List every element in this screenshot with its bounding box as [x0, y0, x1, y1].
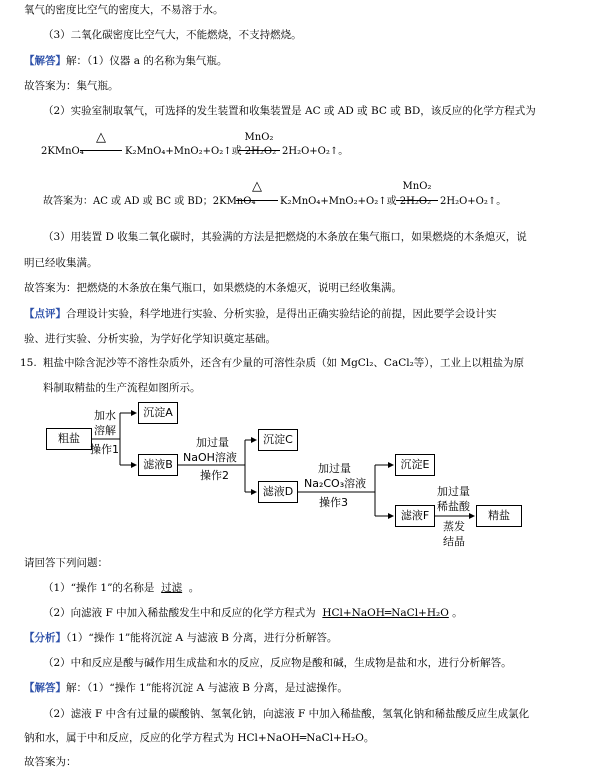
step1-label: 溶解 [94, 424, 116, 437]
precipitate-a-box: 沉淀A [138, 402, 178, 424]
step3-op-label: 操作3 [319, 496, 348, 509]
step3-label: 加过量 [318, 462, 351, 475]
question-2: （2）向滤液 F 中加入稀盐酸发生中和反应的化学方程式为 HCl+NaOH═NaCl+H₂O 。 [43, 607, 463, 619]
analysis-text: （1）“操作 1”能将沉淀 A 与滤液 B 分离，进行分析解答。 [66, 632, 338, 644]
text-line: （2）中和反应是酸与碱作用生成盐和水的反应，反应物是酸和碱，生成物是盐和水，进行分析解答。 [43, 657, 512, 669]
question-text: 料制取精盐的生产流程如图所示。 [43, 382, 201, 394]
step3-label: Na₂CO₃溶液 [304, 477, 367, 490]
reaction-line [396, 200, 438, 201]
text-line: 钠和水，属于中和反应，反应的化学方程式为 HCl+NaOH═NaCl+H₂O。 [24, 732, 375, 744]
eq-products: K₂MnO₄+MnO₂+O₂↑或 2H₂O₂ [125, 146, 277, 157]
solution-text: 解：（1）“操作 1”能将沉淀 A 与滤液 B 分离，是过滤操作。 [66, 682, 348, 694]
catalyst-label: MnO₂ [402, 181, 432, 192]
step2-label: 加过量 [196, 436, 229, 449]
step2-label: NaOH溶液 [183, 451, 237, 464]
text-line: （3）用装置 D 收集二氧化碳时，其验满的方法是把燃烧的木条放在集气瓶口，如果燃烧的木条熄灭，说 [43, 231, 527, 243]
analysis-tag: 【分析】 [24, 632, 66, 644]
text-line: 明已经收集满。 [24, 257, 98, 269]
catalyst-label: MnO₂ [244, 132, 274, 143]
text-line: 故答案为：把燃烧的木条放在集气瓶口，如果燃烧的木条熄灭，说明已经收集满。 [24, 282, 402, 294]
eq-reactant: 2KMnO₄ [41, 146, 84, 157]
reaction-line [238, 150, 280, 151]
eq-products: 2H₂O+O₂↑。 [440, 196, 507, 207]
comment-tag: 【点评】 [24, 308, 66, 320]
question-text: 粗盐中除含泥沙等不溶性杂质外，还含有少量的可溶性杂质（如 MgCl₂、CaCl₂等），工业上以粗盐为原 [43, 357, 525, 369]
refined-salt-box: 精盐 [476, 505, 522, 527]
question-number: 15. [20, 357, 37, 369]
equation-2: 故答案为：AC 或 AD 或 BC 或 BD；2KMnO₄ [43, 196, 256, 207]
crude-salt-box: 粗盐 [46, 428, 92, 450]
text-line: （2）滤液 F 中含有过量的碳酸钠、氢氧化钠，向滤液 F 中加入稀盐酸，氢氧化钠和稀盐酸反应生成氯化 [43, 708, 530, 720]
filtrate-d-box: 滤液D [258, 481, 298, 503]
analysis-line [24, 631, 337, 645]
text-line: 氧气的密度比空气的密度大，不易溶于水。 [24, 4, 224, 16]
comment-text: 合理设计实验，科学地进行实验、分析实验，是得出正确实验结论的前提，因此要学会设计实 [66, 308, 497, 320]
precipitate-e-box: 沉淀E [395, 454, 435, 476]
text-line: （2）实验室制取氧气，可选择的发生装置和收集装置是 AC 或 AD 或 BC 或 BD，该反应的化学方程式为 [43, 105, 536, 117]
text-line: 请回答下列问题： [24, 557, 108, 569]
question-1: （1）“操作 1”的名称是 过滤 。 [43, 582, 200, 594]
heat-triangle: △ [252, 179, 262, 194]
text-line: （3）二氧化碳密度比空气大，不能燃烧，不支持燃烧。 [43, 29, 302, 41]
filtrate-b-box: 滤液B [138, 454, 178, 476]
q1-text: （1）“操作 1”的名称是 [43, 582, 155, 594]
reaction-line [80, 150, 122, 151]
step4-label: 蒸发 [443, 520, 465, 533]
answer-tag: 【解答】 [24, 55, 66, 67]
eq-products: K₂MnO₄+MnO₂+O₂↑或 2H₂O₂ [280, 196, 432, 207]
solution-tag: 【解答】 [24, 682, 66, 694]
q1-answer: 过滤 [161, 582, 183, 594]
q2-answer: HCl+NaOH═NaCl+H₂O [322, 607, 449, 619]
heat-triangle: △ [96, 130, 106, 145]
step4-label: 结晶 [443, 535, 465, 548]
solution-line [24, 681, 348, 695]
text-line: 故答案为： [24, 756, 77, 768]
step1-label: 加水 [94, 409, 116, 422]
eq-products: 2H₂O+O₂↑。 [282, 146, 349, 157]
step4-label: 加过量 [437, 485, 470, 498]
text-line: 故答案为：集气瓶。 [24, 80, 119, 92]
step1-op-label: 操作1 [90, 443, 119, 456]
step4-label: 稀盐酸 [437, 500, 470, 513]
q2-text: （2）向滤液 F 中加入稀盐酸发生中和反应的化学方程式为 [43, 607, 316, 619]
precipitate-c-box: 沉淀C [258, 429, 298, 451]
step2-op-label: 操作2 [200, 469, 229, 482]
answer-text: 解：（1）仪器 a 的名称为集气瓶。 [66, 55, 228, 67]
text-line: 验、进行实验、分析实验，为学好化学知识奠定基础。 [24, 333, 276, 345]
filtrate-f-box: 滤液F [395, 505, 435, 527]
reaction-line [236, 200, 278, 201]
